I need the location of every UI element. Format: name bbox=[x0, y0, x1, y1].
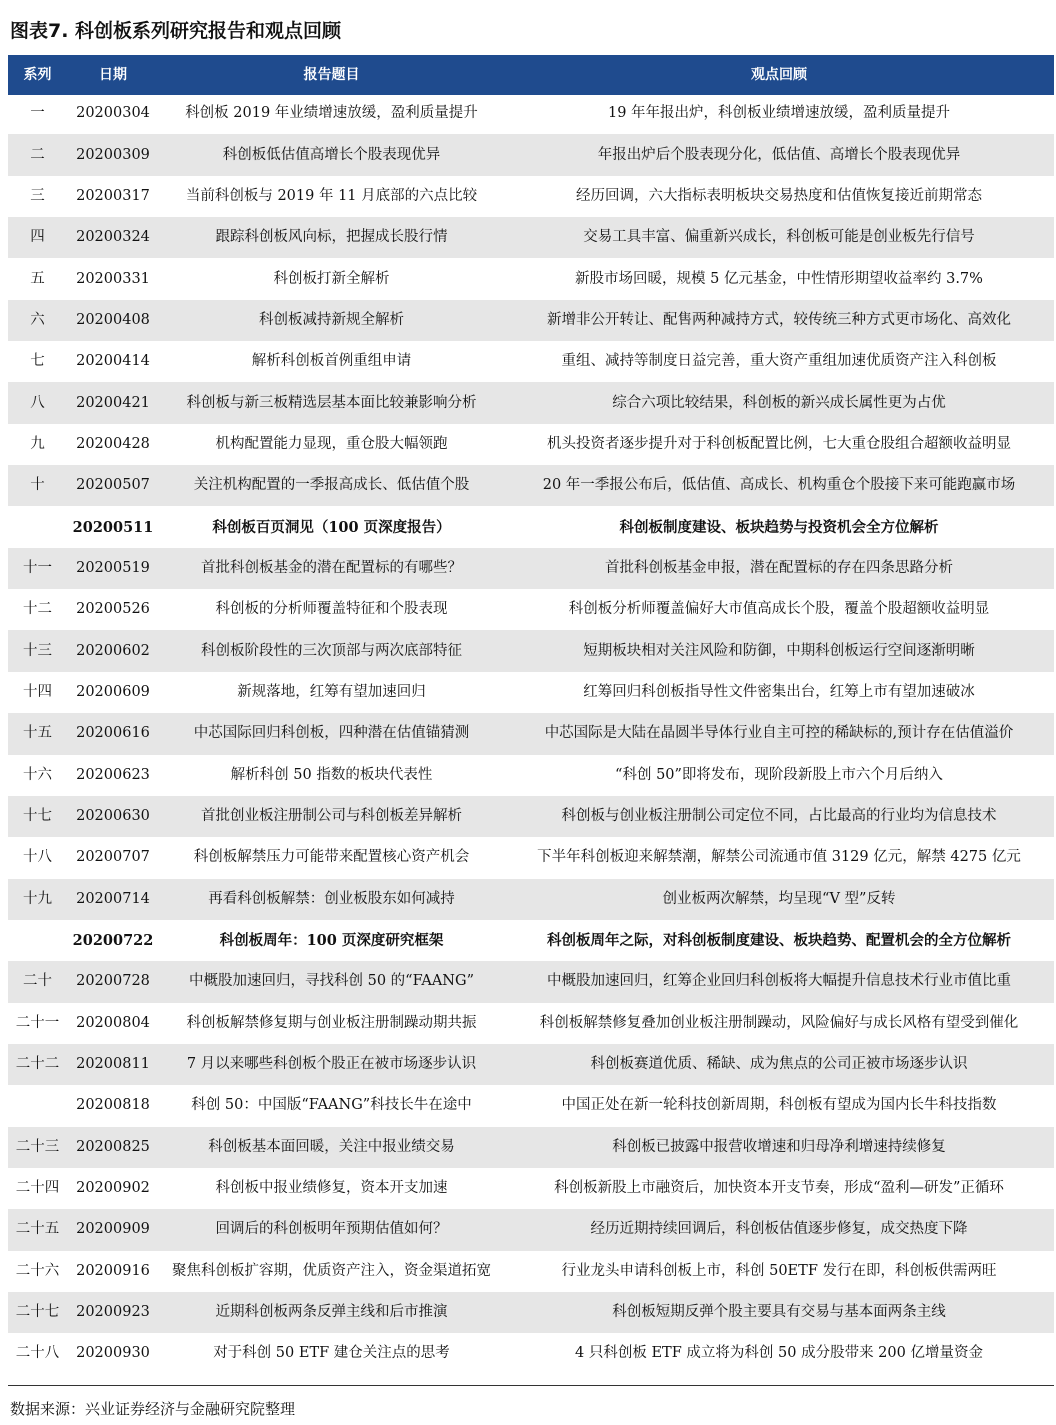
cell-date: 20200714 bbox=[67, 879, 159, 920]
cell-series: 二十 bbox=[8, 961, 67, 1002]
cell-series: 二十五 bbox=[8, 1209, 67, 1250]
cell-viewpoint: 科创板制度建设、板块趋势与投资机会全方位解析 bbox=[619, 518, 939, 536]
table-row bbox=[8, 1085, 1054, 1126]
cell-viewpoint: 科创板已披露中报营收增速和归母净利增速持续修复 bbox=[504, 1127, 1054, 1168]
cell-series: 三 bbox=[30, 187, 45, 204]
cell-viewpoint: “科创 50”即将发布，现阶段新股上市六个月后纳入 bbox=[615, 766, 943, 783]
cell-report-title: 科创板百页洞见（100 页深度报告） bbox=[212, 518, 451, 536]
cell-date: 20200909 bbox=[67, 1209, 159, 1250]
cell-date: 20200902 bbox=[76, 1180, 150, 1197]
cell-date: 20200324 bbox=[67, 217, 159, 258]
cell-series: 二十六 bbox=[15, 1262, 60, 1279]
cell-report-title: 科创板与新三板精选层基本面比较兼影响分析 bbox=[159, 382, 504, 423]
cell-viewpoint: 19 年年报出炉，科创板业绩增速放缓，盈利质量提升 bbox=[607, 105, 951, 122]
table-row bbox=[8, 1003, 1054, 1044]
cell-viewpoint: 科创板与创业板注册制公司定位不同，占比最高的行业均为信息技术 bbox=[504, 796, 1054, 837]
cell-date: 20200507 bbox=[67, 465, 159, 506]
cell-viewpoint: 经历近期持续回调后，科创板估值逐步修复，成交热度下降 bbox=[504, 1209, 1054, 1250]
cell-date: 20200930 bbox=[76, 1345, 150, 1362]
table-row bbox=[8, 176, 1054, 217]
cell-report-title: 解析科创板首例重组申请 bbox=[251, 353, 412, 370]
cell-date: 20200811 bbox=[67, 1044, 159, 1085]
cell-report-title: 跟踪科创板风向标，把握成长股行情 bbox=[159, 217, 504, 258]
table-row bbox=[8, 382, 1054, 423]
cell-date: 20200331 bbox=[76, 270, 150, 287]
cell-series bbox=[8, 506, 67, 547]
cell-date: 20200722 bbox=[72, 932, 154, 950]
cell-viewpoint: 综合六项比较结果，科创板的新兴成长属性更为占优 bbox=[504, 382, 1054, 423]
cell-date: 20200408 bbox=[67, 300, 159, 341]
cell-report-title: 机构配置能力显现，重仓股大幅领跑 bbox=[215, 435, 448, 452]
cell-viewpoint: 年报出炉后个股表现分化，低估值、高增长个股表现优异 bbox=[504, 134, 1054, 175]
cell-report-title: 7 月以来哪些科创板个股正在被市场逐步认识 bbox=[159, 1044, 504, 1085]
header-divider bbox=[8, 93, 1054, 95]
cell-date: 20200616 bbox=[67, 713, 159, 754]
cell-series bbox=[8, 1085, 67, 1126]
cell-date: 20200818 bbox=[76, 1097, 150, 1114]
table-row bbox=[8, 796, 1054, 837]
cell-series: 十六 bbox=[23, 766, 52, 783]
cell-viewpoint: 红筹回归科创板指导性文件密集出台，红筹上市有望加速破冰 bbox=[583, 683, 975, 700]
table-row bbox=[8, 1044, 1054, 1085]
cell-series: 十 bbox=[8, 465, 67, 506]
table-row bbox=[8, 300, 1054, 341]
cell-series: 十一 bbox=[8, 548, 67, 589]
table-row bbox=[8, 258, 1054, 299]
cell-viewpoint: 中芯国际是大陆在晶圆半导体行业自主可控的稀缺标的,预计存在估值溢价 bbox=[504, 713, 1054, 754]
table-row bbox=[8, 506, 1054, 547]
cell-viewpoint: 新增非公开转让、配售两种减持方式，较传统三种方式更市场化、高效化 bbox=[504, 300, 1054, 341]
cell-viewpoint: 科创板短期反弹个股主要具有交易与基本面两条主线 bbox=[504, 1292, 1054, 1333]
table-row bbox=[8, 1292, 1054, 1333]
cell-viewpoint: 重组、减持等制度日益完善，重大资产重组加速优质资产注入科创板 bbox=[561, 353, 997, 370]
cell-viewpoint: 机头投资者逐步提升对于科创板配置比例，七大重仓股组合超额收益明显 bbox=[547, 435, 1011, 452]
cell-date: 20200916 bbox=[76, 1262, 150, 1279]
table-row bbox=[8, 134, 1054, 175]
table-row bbox=[8, 879, 1054, 920]
cell-date: 20200414 bbox=[76, 353, 150, 370]
cell-report-title: 科创 50：中国版“FAANG”科技长牛在途中 bbox=[191, 1097, 472, 1114]
cell-report-title: 科创板减持新规全解析 bbox=[159, 300, 504, 341]
table-row bbox=[8, 672, 1054, 713]
table-row bbox=[8, 93, 1054, 134]
cell-report-title: 首批创业板注册制公司与科创板差异解析 bbox=[159, 796, 504, 837]
cell-series: 二十二 bbox=[8, 1044, 67, 1085]
header-date: 日期 bbox=[67, 55, 159, 93]
table-row bbox=[8, 713, 1054, 754]
cell-viewpoint: 下半年科创板迎来解禁潮，解禁公司流通市值 3129 亿元，解禁 4275 亿元 bbox=[537, 849, 1021, 866]
table-row bbox=[8, 465, 1054, 506]
cell-report-title: 再看科创板解禁：创业板股东如何减持 bbox=[159, 879, 504, 920]
table-row bbox=[8, 589, 1054, 630]
cell-series: 八 bbox=[8, 382, 67, 423]
figure-title: 图表7. 科创板系列研究报告和观点回顾 bbox=[10, 20, 342, 42]
cell-viewpoint: 20 年一季报公布后，低估值、高成长、机构重仓个股接下来可能跑赢市场 bbox=[504, 465, 1054, 506]
cell-series: 六 bbox=[8, 300, 67, 341]
cell-viewpoint: 4 只科创板 ETF 成立将为科创 50 成分股带来 200 亿增量资金 bbox=[575, 1345, 983, 1362]
table-row bbox=[8, 920, 1054, 961]
cell-series: 十九 bbox=[8, 879, 67, 920]
cell-report-title: 科创板 2019 年业绩增速放缓，盈利质量提升 bbox=[185, 105, 478, 122]
header-viewpoint: 观点回顾 bbox=[504, 55, 1054, 93]
cell-series: 十四 bbox=[23, 683, 52, 700]
table-row bbox=[8, 1333, 1054, 1374]
cell-viewpoint: 交易工具丰富、偏重新兴成长，科创板可能是创业板先行信号 bbox=[504, 217, 1054, 258]
header-series: 系列 bbox=[8, 55, 67, 93]
cell-date: 20200304 bbox=[76, 105, 150, 122]
cell-report-title: 科创板中报业绩修复，资本开支加速 bbox=[215, 1180, 448, 1197]
cell-viewpoint: 中国正处在新一轮科技创新周期，科创板有望成为国内长牛科技指数 bbox=[561, 1097, 997, 1114]
cell-date: 20200630 bbox=[67, 796, 159, 837]
cell-report-title: 中芯国际回归科创板，四种潜在估值锚猜测 bbox=[159, 713, 504, 754]
cell-viewpoint: 科创板新股上市融资后，加快资本开支节奏，形成“盈利—研发”正循环 bbox=[554, 1180, 1004, 1197]
cell-date: 20200421 bbox=[67, 382, 159, 423]
table-bottom-rule bbox=[8, 1385, 1054, 1386]
cell-viewpoint: 短期板块相对关注风险和防御，中期科创板运行空间逐渐明晰 bbox=[504, 630, 1054, 671]
table-row bbox=[8, 1127, 1054, 1168]
cell-series: 十二 bbox=[23, 601, 52, 618]
cell-viewpoint: 行业龙头申请科创板上市，科创 50ETF 发行在即，科创板供需两旺 bbox=[561, 1262, 997, 1279]
cell-date: 20200623 bbox=[76, 766, 150, 783]
cell-series: 五 bbox=[30, 270, 45, 287]
cell-series: 十八 bbox=[23, 849, 52, 866]
cell-viewpoint: 经历回调，六大指标表明板块交易热度和估值恢复接近前期常态 bbox=[576, 187, 982, 204]
cell-report-title: 科创板基本面回暖，关注中报业绩交易 bbox=[159, 1127, 504, 1168]
table-row bbox=[8, 630, 1054, 671]
cell-series: 四 bbox=[8, 217, 67, 258]
table-row bbox=[8, 1168, 1054, 1209]
cell-date: 20200728 bbox=[67, 961, 159, 1002]
cell-series: 二十八 bbox=[15, 1345, 60, 1362]
cell-report-title: 科创板打新全解析 bbox=[273, 270, 390, 287]
cell-series: 二十七 bbox=[8, 1292, 67, 1333]
cell-viewpoint: 首批科创板基金申报，潜在配置标的存在四条思路分析 bbox=[504, 548, 1054, 589]
cell-report-title: 科创板低估值高增长个股表现优异 bbox=[159, 134, 504, 175]
cell-viewpoint: 科创板周年之际，对科创板制度建设、板块趋势、配置机会的全方位解析 bbox=[547, 932, 1011, 950]
table-row bbox=[8, 755, 1054, 796]
table-row bbox=[8, 837, 1054, 878]
cell-series: 二十四 bbox=[15, 1180, 60, 1197]
cell-date: 20200511 bbox=[72, 518, 154, 536]
cell-date: 20200609 bbox=[76, 683, 150, 700]
cell-report-title: 科创板的分析师覆盖特征和个股表现 bbox=[215, 601, 448, 618]
cell-report-title: 回调后的科创板明年预期估值如何？ bbox=[159, 1209, 504, 1250]
cell-report-title: 关注机构配置的一季报高成长、低估值个股 bbox=[159, 465, 504, 506]
cell-report-title: 科创板周年：100 页深度研究框架 bbox=[219, 932, 444, 950]
cell-report-title: 科创板解禁压力可能带来配置核心资产机会 bbox=[193, 849, 470, 866]
table-row bbox=[8, 424, 1054, 465]
cell-series: 二十一 bbox=[15, 1014, 60, 1031]
cell-date: 20200317 bbox=[76, 187, 150, 204]
cell-date: 20200309 bbox=[67, 134, 159, 175]
cell-viewpoint: 中概股加速回归，红筹企业回归科创板将大幅提升信息技术行业市值比重 bbox=[504, 961, 1054, 1002]
table-row bbox=[8, 341, 1054, 382]
cell-series: 一 bbox=[30, 105, 45, 122]
report-table bbox=[8, 55, 1054, 1375]
cell-viewpoint: 创业板两次解禁，均呈现“V 型”反转 bbox=[504, 879, 1054, 920]
cell-date: 20200825 bbox=[67, 1127, 159, 1168]
cell-report-title: 聚焦科创板扩容期，优质资产注入，资金渠道拓宽 bbox=[172, 1262, 491, 1279]
cell-series: 十五 bbox=[8, 713, 67, 754]
cell-series: 十七 bbox=[8, 796, 67, 837]
cell-series: 七 bbox=[30, 353, 45, 370]
table-row bbox=[8, 1209, 1054, 1250]
cell-date: 20200923 bbox=[67, 1292, 159, 1333]
cell-series: 九 bbox=[30, 435, 45, 452]
cell-date: 20200526 bbox=[76, 601, 150, 618]
cell-report-title: 对于科创 50 ETF 建仓关注点的思考 bbox=[213, 1345, 450, 1362]
header-report-title: 报告题目 bbox=[159, 55, 504, 93]
cell-viewpoint: 科创板解禁修复叠加创业板注册制躁动，风险偏好与成长风格有望受到催化 bbox=[539, 1014, 1019, 1031]
cell-report-title: 科创板解禁修复期与创业板注册制躁动期共振 bbox=[186, 1014, 477, 1031]
cell-date: 20200707 bbox=[76, 849, 150, 866]
cell-viewpoint: 科创板赛道优质、稀缺、成为焦点的公司正被市场逐步认识 bbox=[504, 1044, 1054, 1085]
cell-viewpoint: 新股市场回暖，规模 5 亿元基金，中性情形期望收益率约 3.7% bbox=[575, 270, 983, 287]
table-row bbox=[8, 217, 1054, 258]
cell-series: 十三 bbox=[8, 630, 67, 671]
table-body bbox=[8, 93, 1054, 1375]
cell-date: 20200519 bbox=[67, 548, 159, 589]
data-source: 数据来源：兴业证券经济与金融研究院整理 bbox=[10, 1400, 296, 1418]
table-header-row bbox=[8, 55, 1054, 93]
cell-report-title: 科创板阶段性的三次顶部与两次底部特征 bbox=[159, 630, 504, 671]
cell-report-title: 新规落地，红筹有望加速回归 bbox=[237, 683, 426, 700]
cell-series: 二十三 bbox=[8, 1127, 67, 1168]
cell-date: 20200428 bbox=[76, 435, 150, 452]
cell-date: 20200602 bbox=[67, 630, 159, 671]
cell-report-title: 解析科创 50 指数的板块代表性 bbox=[230, 766, 433, 783]
cell-report-title: 首批科创板基金的潜在配置标的有哪些？ bbox=[159, 548, 504, 589]
table-row bbox=[8, 961, 1054, 1002]
table-row bbox=[8, 1251, 1054, 1292]
cell-report-title: 当前科创板与 2019 年 11 月底部的六点比较 bbox=[185, 187, 478, 204]
cell-viewpoint: 科创板分析师覆盖偏好大市值高成长个股，覆盖个股超额收益明显 bbox=[568, 601, 990, 618]
cell-series bbox=[8, 920, 67, 961]
cell-report-title: 近期科创板两条反弹主线和后市推演 bbox=[159, 1292, 504, 1333]
cell-date: 20200804 bbox=[76, 1014, 150, 1031]
table-row bbox=[8, 548, 1054, 589]
cell-series: 二 bbox=[8, 134, 67, 175]
cell-report-title: 中概股加速回归，寻找科创 50 的“FAANG” bbox=[159, 961, 504, 1002]
